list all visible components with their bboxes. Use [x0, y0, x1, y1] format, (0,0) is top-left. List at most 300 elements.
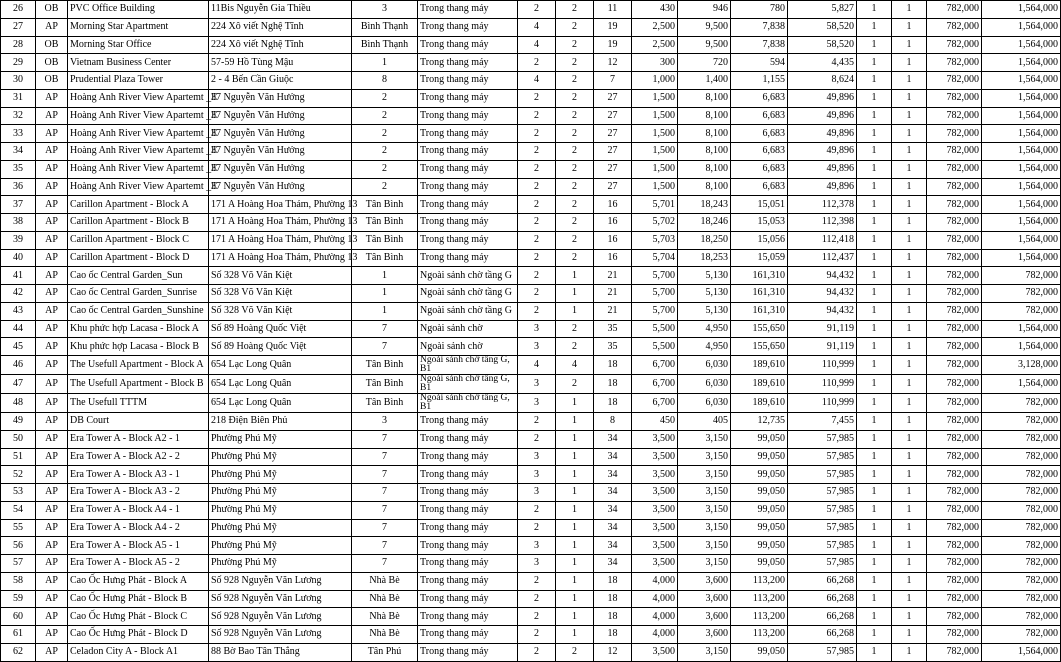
- cell-qty-a: 3: [518, 466, 556, 484]
- cell-row-number: 46: [1, 356, 36, 375]
- cell-qty-b: 2: [556, 320, 594, 338]
- cell-count-f: 7,838: [731, 18, 788, 36]
- cell-qty-b: 2: [556, 1, 594, 19]
- cell-residents: 1,500: [632, 160, 678, 178]
- cell-count-f: 6,683: [731, 107, 788, 125]
- cell-col-i: 1: [892, 249, 927, 267]
- cell-count-e: 3,600: [678, 572, 731, 590]
- cell-type-code: AP: [36, 338, 68, 356]
- cell-unit-price: 782,000: [927, 72, 982, 90]
- table-row: [1, 231, 1061, 249]
- cell-count-e: 3,600: [678, 608, 731, 626]
- cell-count-g: 8,624: [788, 72, 857, 90]
- cell-total-price: 1,564,000: [982, 36, 1061, 54]
- cell-count-e: 6,030: [678, 375, 731, 394]
- cell-qty-b: 2: [556, 375, 594, 394]
- cell-col-i: 1: [892, 89, 927, 107]
- cell-col-h: 1: [857, 320, 892, 338]
- cell-floors: 34: [594, 555, 632, 573]
- cell-placement: Trong thang máy: [418, 430, 518, 448]
- cell-total-price: 3,128,000: [982, 356, 1061, 375]
- cell-qty-a: 4: [518, 356, 556, 375]
- cell-residents: 300: [632, 54, 678, 72]
- cell-count-f: 6,683: [731, 178, 788, 196]
- cell-col-h: 1: [857, 89, 892, 107]
- cell-placement: Trong thang máy: [418, 72, 518, 90]
- cell-floors: 34: [594, 537, 632, 555]
- cell-address: 37 Nguyễn Văn Hưởng: [209, 125, 352, 143]
- cell-row-number: 51: [1, 448, 36, 466]
- cell-building-name: Khu phức hợp Lacasa - Block B: [68, 338, 209, 356]
- cell-count-f: 99,050: [731, 537, 788, 555]
- cell-count-f: 99,050: [731, 519, 788, 537]
- cell-row-number: 39: [1, 231, 36, 249]
- cell-total-price: 782,000: [982, 285, 1061, 303]
- cell-col-h: 1: [857, 448, 892, 466]
- cell-count-g: 7,455: [788, 413, 857, 431]
- cell-residents: 5,703: [632, 231, 678, 249]
- cell-col-i: 1: [892, 338, 927, 356]
- cell-floors: 27: [594, 160, 632, 178]
- cell-qty-b: 1: [556, 285, 594, 303]
- cell-address: Phường Phú Mỹ: [209, 537, 352, 555]
- cell-qty-a: 2: [518, 626, 556, 644]
- cell-floors: 7: [594, 72, 632, 90]
- cell-unit-price: 782,000: [927, 448, 982, 466]
- cell-floors: 11: [594, 1, 632, 19]
- cell-qty-b: 1: [556, 519, 594, 537]
- cell-floors: 21: [594, 285, 632, 303]
- cell-placement: Trong thang máy: [418, 160, 518, 178]
- cell-type-code: OB: [36, 72, 68, 90]
- cell-floors: 34: [594, 430, 632, 448]
- cell-count-g: 49,896: [788, 178, 857, 196]
- cell-residents: 5,700: [632, 285, 678, 303]
- table-row: [1, 626, 1061, 644]
- cell-address: 654 Lạc Long Quân: [209, 375, 352, 394]
- cell-col-i: 1: [892, 356, 927, 375]
- cell-type-code: AP: [36, 231, 68, 249]
- cell-count-g: 112,378: [788, 196, 857, 214]
- cell-count-f: 15,059: [731, 249, 788, 267]
- cell-qty-b: 1: [556, 413, 594, 431]
- cell-total-price: 782,000: [982, 501, 1061, 519]
- cell-count-e: 18,246: [678, 214, 731, 232]
- cell-qty-a: 2: [518, 1, 556, 19]
- table-row: [1, 413, 1061, 431]
- cell-qty-a: 2: [518, 519, 556, 537]
- cell-row-number: 30: [1, 72, 36, 90]
- cell-unit-price: 782,000: [927, 519, 982, 537]
- cell-col-i: 1: [892, 430, 927, 448]
- cell-count-e: 18,243: [678, 196, 731, 214]
- cell-qty-a: 2: [518, 125, 556, 143]
- cell-total-price: 1,564,000: [982, 196, 1061, 214]
- cell-address: Số 928 Nguyễn Văn Lương: [209, 608, 352, 626]
- cell-address: 37 Nguyễn Văn Hưởng: [209, 160, 352, 178]
- cell-district: Bình Thạnh: [352, 18, 418, 36]
- cell-unit-price: 782,000: [927, 430, 982, 448]
- cell-type-code: AP: [36, 448, 68, 466]
- cell-col-i: 1: [892, 448, 927, 466]
- cell-floors: 16: [594, 249, 632, 267]
- cell-residents: 5,500: [632, 338, 678, 356]
- cell-residents: 1,500: [632, 178, 678, 196]
- cell-count-e: 3,150: [678, 430, 731, 448]
- cell-count-f: 1,155: [731, 72, 788, 90]
- cell-qty-a: 4: [518, 18, 556, 36]
- cell-address: 171 A Hoàng Hoa Thám, Phường 13: [209, 231, 352, 249]
- cell-district: 3: [352, 413, 418, 431]
- cell-total-price: 1,564,000: [982, 18, 1061, 36]
- cell-total-price: 1,564,000: [982, 338, 1061, 356]
- cell-address: 171 A Hoàng Hoa Thám, Phường 13: [209, 196, 352, 214]
- cell-type-code: AP: [36, 320, 68, 338]
- cell-building-name: Era Tower A - Block A5 - 1: [68, 537, 209, 555]
- cell-type-code: AP: [36, 196, 68, 214]
- cell-col-i: 1: [892, 466, 927, 484]
- cell-row-number: 47: [1, 375, 36, 394]
- cell-unit-price: 782,000: [927, 249, 982, 267]
- cell-col-i: 1: [892, 413, 927, 431]
- cell-placement: Trong thang máy: [418, 484, 518, 502]
- cell-building-name: Prudential Plaza Tower: [68, 72, 209, 90]
- cell-count-f: 161,310: [731, 285, 788, 303]
- cell-count-f: 189,610: [731, 394, 788, 413]
- cell-residents: 1,000: [632, 72, 678, 90]
- cell-address: 37 Nguyễn Văn Hưởng: [209, 178, 352, 196]
- cell-type-code: AP: [36, 267, 68, 285]
- table-row: [1, 484, 1061, 502]
- cell-qty-b: 1: [556, 555, 594, 573]
- cell-qty-b: 2: [556, 160, 594, 178]
- cell-floors: 18: [594, 590, 632, 608]
- cell-qty-a: 2: [518, 285, 556, 303]
- cell-residents: 4,000: [632, 626, 678, 644]
- cell-col-h: 1: [857, 484, 892, 502]
- table-row: [1, 107, 1061, 125]
- cell-col-h: 1: [857, 214, 892, 232]
- cell-floors: 18: [594, 572, 632, 590]
- cell-total-price: 782,000: [982, 448, 1061, 466]
- table-row: [1, 501, 1061, 519]
- cell-district: 7: [352, 501, 418, 519]
- cell-district: 1: [352, 302, 418, 320]
- cell-district: Nhà Bè: [352, 572, 418, 590]
- cell-row-number: 41: [1, 267, 36, 285]
- cell-total-price: 782,000: [982, 302, 1061, 320]
- cell-address: Số 928 Nguyễn Văn Lương: [209, 590, 352, 608]
- cell-floors: 27: [594, 143, 632, 161]
- cell-qty-a: 2: [518, 143, 556, 161]
- cell-col-h: 1: [857, 36, 892, 54]
- cell-placement: Trong thang máy: [418, 537, 518, 555]
- cell-row-number: 29: [1, 54, 36, 72]
- cell-qty-a: 2: [518, 54, 556, 72]
- cell-col-i: 1: [892, 18, 927, 36]
- cell-row-number: 44: [1, 320, 36, 338]
- table-row: [1, 54, 1061, 72]
- cell-count-e: 720: [678, 54, 731, 72]
- cell-qty-b: 1: [556, 267, 594, 285]
- cell-address: 37 Nguyễn Văn Hưởng: [209, 107, 352, 125]
- cell-count-g: 57,985: [788, 430, 857, 448]
- cell-placement: Trong thang máy: [418, 608, 518, 626]
- cell-qty-b: 2: [556, 143, 594, 161]
- cell-qty-a: 4: [518, 72, 556, 90]
- cell-placement: Ngoài sảnh chờ: [418, 320, 518, 338]
- cell-address: 11Bis Nguyễn Gia Thiều: [209, 1, 352, 19]
- cell-count-g: 94,432: [788, 285, 857, 303]
- cell-district: Tân Bình: [352, 356, 418, 375]
- cell-count-f: 189,610: [731, 375, 788, 394]
- cell-count-f: 15,053: [731, 214, 788, 232]
- table-row: [1, 448, 1061, 466]
- cell-district: 2: [352, 160, 418, 178]
- cell-count-f: 113,200: [731, 572, 788, 590]
- cell-col-i: 1: [892, 519, 927, 537]
- cell-count-g: 58,520: [788, 36, 857, 54]
- cell-row-number: 32: [1, 107, 36, 125]
- cell-building-name: Cao ốc Central Garden_Sunrise: [68, 285, 209, 303]
- cell-residents: 1,500: [632, 125, 678, 143]
- cell-qty-b: 2: [556, 89, 594, 107]
- cell-floors: 18: [594, 394, 632, 413]
- cell-placement: Trong thang máy: [418, 143, 518, 161]
- cell-building-name: Vietnam Business Center: [68, 54, 209, 72]
- cell-building-name: Cao ốc Central Garden_Sunshine: [68, 302, 209, 320]
- cell-qty-a: 2: [518, 413, 556, 431]
- cell-count-f: 113,200: [731, 590, 788, 608]
- cell-count-f: 99,050: [731, 501, 788, 519]
- cell-placement: Trong thang máy: [418, 214, 518, 232]
- cell-total-price: 782,000: [982, 590, 1061, 608]
- cell-building-name: Cao Ốc Hưng Phát - Block D: [68, 626, 209, 644]
- cell-col-i: 1: [892, 196, 927, 214]
- cell-building-name: Hoàng Anh River View Apartemt _E: [68, 107, 209, 125]
- cell-unit-price: 782,000: [927, 178, 982, 196]
- cell-col-i: 1: [892, 608, 927, 626]
- cell-count-f: 6,683: [731, 125, 788, 143]
- table-row: [1, 196, 1061, 214]
- cell-total-price: 1,564,000: [982, 375, 1061, 394]
- cell-total-price: 1,564,000: [982, 214, 1061, 232]
- cell-address: 88 Bờ Bao Tân Thắng: [209, 643, 352, 661]
- cell-district: 1: [352, 285, 418, 303]
- cell-col-i: 1: [892, 375, 927, 394]
- cell-residents: 4,000: [632, 590, 678, 608]
- cell-col-h: 1: [857, 178, 892, 196]
- cell-unit-price: 782,000: [927, 285, 982, 303]
- cell-floors: 8: [594, 413, 632, 431]
- cell-count-g: 57,985: [788, 501, 857, 519]
- cell-address: 654 Lạc Long Quân: [209, 394, 352, 413]
- cell-type-code: AP: [36, 555, 68, 573]
- cell-total-price: 1,564,000: [982, 178, 1061, 196]
- cell-col-i: 1: [892, 143, 927, 161]
- cell-district: Bình Thạnh: [352, 36, 418, 54]
- cell-col-i: 1: [892, 214, 927, 232]
- table-body: [1, 1, 1061, 662]
- cell-qty-b: 1: [556, 466, 594, 484]
- cell-qty-b: 2: [556, 249, 594, 267]
- cell-total-price: 1,564,000: [982, 643, 1061, 661]
- cell-type-code: AP: [36, 466, 68, 484]
- cell-total-price: 1,564,000: [982, 231, 1061, 249]
- cell-address: Phường Phú Mỹ: [209, 501, 352, 519]
- cell-type-code: AP: [36, 413, 68, 431]
- cell-count-g: 57,985: [788, 555, 857, 573]
- cell-col-i: 1: [892, 178, 927, 196]
- cell-placement: Trong thang máy: [418, 36, 518, 54]
- cell-building-name: Cao Ốc Hưng Phát - Block C: [68, 608, 209, 626]
- cell-qty-b: 1: [556, 484, 594, 502]
- cell-col-i: 1: [892, 302, 927, 320]
- table-row: [1, 466, 1061, 484]
- cell-building-name: Carillon Apartment - Block B: [68, 214, 209, 232]
- cell-total-price: 782,000: [982, 519, 1061, 537]
- cell-col-h: 1: [857, 196, 892, 214]
- cell-qty-a: 2: [518, 249, 556, 267]
- cell-address: Phường Phú Mỹ: [209, 555, 352, 573]
- table-row: [1, 375, 1061, 394]
- cell-qty-a: 2: [518, 196, 556, 214]
- cell-count-e: 405: [678, 413, 731, 431]
- cell-qty-b: 1: [556, 394, 594, 413]
- cell-row-number: 45: [1, 338, 36, 356]
- cell-count-e: 4,950: [678, 320, 731, 338]
- cell-unit-price: 782,000: [927, 36, 982, 54]
- cell-building-name: The Usefull Apartment - Block B: [68, 375, 209, 394]
- cell-qty-b: 2: [556, 338, 594, 356]
- cell-col-h: 1: [857, 249, 892, 267]
- cell-address: 57-59 Hồ Tùng Mậu: [209, 54, 352, 72]
- cell-col-h: 1: [857, 231, 892, 249]
- cell-count-g: 91,119: [788, 338, 857, 356]
- cell-placement: Trong thang máy: [418, 196, 518, 214]
- cell-col-h: 1: [857, 572, 892, 590]
- cell-type-code: AP: [36, 537, 68, 555]
- cell-floors: 34: [594, 448, 632, 466]
- cell-type-code: AP: [36, 178, 68, 196]
- table-row: [1, 643, 1061, 661]
- cell-district: 7: [352, 448, 418, 466]
- cell-floors: 27: [594, 107, 632, 125]
- table-row: [1, 555, 1061, 573]
- table-row: [1, 519, 1061, 537]
- table-row: [1, 125, 1061, 143]
- cell-count-f: 99,050: [731, 484, 788, 502]
- cell-row-number: 60: [1, 608, 36, 626]
- cell-count-e: 946: [678, 1, 731, 19]
- cell-col-i: 1: [892, 36, 927, 54]
- cell-district: Tân Phú: [352, 643, 418, 661]
- cell-unit-price: 782,000: [927, 214, 982, 232]
- table-row: [1, 590, 1061, 608]
- cell-count-e: 3,150: [678, 643, 731, 661]
- cell-count-e: 8,100: [678, 125, 731, 143]
- cell-type-code: OB: [36, 54, 68, 72]
- cell-type-code: AP: [36, 18, 68, 36]
- cell-building-name: Era Tower A - Block A3 - 2: [68, 484, 209, 502]
- cell-unit-price: 782,000: [927, 107, 982, 125]
- cell-building-name: Carillon Apartment - Block D: [68, 249, 209, 267]
- cell-residents: 3,500: [632, 555, 678, 573]
- cell-qty-a: 3: [518, 338, 556, 356]
- cell-floors: 16: [594, 214, 632, 232]
- cell-count-f: 780: [731, 1, 788, 19]
- cell-building-name: Era Tower A - Block A3 - 1: [68, 466, 209, 484]
- cell-unit-price: 782,000: [927, 89, 982, 107]
- cell-district: Tân Bình: [352, 231, 418, 249]
- cell-row-number: 55: [1, 519, 36, 537]
- cell-placement: Ngoài sảnh chờ tầng G: [418, 285, 518, 303]
- table-row: [1, 36, 1061, 54]
- cell-district: 7: [352, 484, 418, 502]
- cell-unit-price: 782,000: [927, 466, 982, 484]
- cell-type-code: AP: [36, 249, 68, 267]
- cell-placement: Trong thang máy: [418, 590, 518, 608]
- cell-residents: 1,500: [632, 89, 678, 107]
- cell-residents: 4,000: [632, 608, 678, 626]
- cell-count-g: 112,418: [788, 231, 857, 249]
- cell-qty-a: 3: [518, 375, 556, 394]
- cell-col-h: 1: [857, 125, 892, 143]
- cell-unit-price: 782,000: [927, 643, 982, 661]
- cell-count-e: 5,130: [678, 285, 731, 303]
- cell-count-e: 5,130: [678, 302, 731, 320]
- table-row: [1, 160, 1061, 178]
- cell-placement: Trong thang máy: [418, 89, 518, 107]
- cell-count-e: 3,150: [678, 466, 731, 484]
- cell-count-g: 58,520: [788, 18, 857, 36]
- cell-row-number: 33: [1, 125, 36, 143]
- cell-building-name: Era Tower A - Block A5 - 2: [68, 555, 209, 573]
- cell-building-name: Era Tower A - Block A2 - 2: [68, 448, 209, 466]
- cell-residents: 6,700: [632, 394, 678, 413]
- cell-row-number: 27: [1, 18, 36, 36]
- cell-qty-b: 2: [556, 36, 594, 54]
- cell-address: 224 Xô viết Nghệ Tĩnh: [209, 18, 352, 36]
- cell-unit-price: 782,000: [927, 537, 982, 555]
- cell-qty-a: 3: [518, 448, 556, 466]
- cell-col-h: 1: [857, 555, 892, 573]
- cell-address: Số 328 Võ Văn Kiệt: [209, 267, 352, 285]
- cell-residents: 5,700: [632, 302, 678, 320]
- cell-count-f: 594: [731, 54, 788, 72]
- cell-count-e: 3,600: [678, 590, 731, 608]
- cell-type-code: AP: [36, 160, 68, 178]
- cell-count-e: 18,250: [678, 231, 731, 249]
- cell-col-i: 1: [892, 72, 927, 90]
- cell-floors: 19: [594, 18, 632, 36]
- cell-building-name: Carillon Apartment - Block A: [68, 196, 209, 214]
- cell-qty-a: 2: [518, 590, 556, 608]
- cell-qty-b: 1: [556, 448, 594, 466]
- cell-qty-b: 1: [556, 572, 594, 590]
- cell-total-price: 1,564,000: [982, 72, 1061, 90]
- cell-col-h: 1: [857, 375, 892, 394]
- cell-residents: 6,700: [632, 356, 678, 375]
- cell-placement: Trong thang máy: [418, 643, 518, 661]
- cell-floors: 19: [594, 36, 632, 54]
- cell-building-name: Cao Ốc Hưng Phát - Block B: [68, 590, 209, 608]
- cell-district: 2: [352, 178, 418, 196]
- cell-total-price: 1,564,000: [982, 1, 1061, 19]
- cell-qty-b: 1: [556, 302, 594, 320]
- cell-placement: Trong thang máy: [418, 107, 518, 125]
- cell-count-g: 57,985: [788, 484, 857, 502]
